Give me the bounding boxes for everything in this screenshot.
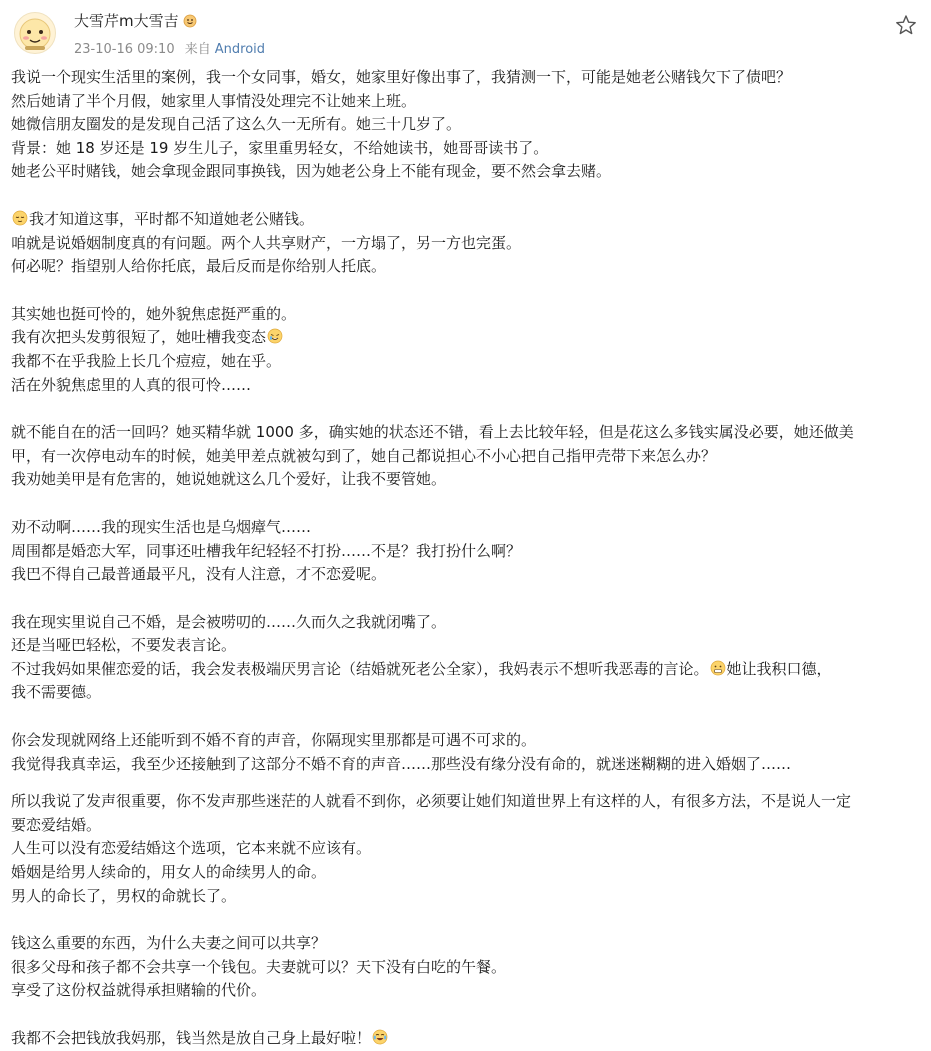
text-line [11, 658, 921, 682]
text-line: 男人的命长了，男权的命就长了。 [11, 886, 237, 905]
paragraph [11, 1027, 921, 1051]
paragraph [11, 303, 921, 397]
cartoon-face-avatar-icon [15, 13, 55, 53]
paragraph [11, 611, 921, 705]
post-meta [74, 38, 265, 57]
text-line: 背景：她 18 岁还是 19 岁生儿子，家里重男轻女，不给她读书，她哥哥读书了。 [11, 138, 549, 157]
paragraph [11, 66, 921, 184]
text-line: 很多父母和孩子都不会共享一个钱包。夫妻就可以？天下没有白吃的午餐。 [11, 957, 507, 976]
text-line: 然后她请了半个月假，她家里人事情没处理完不让她来上班。 [11, 91, 417, 110]
paragraph [11, 208, 921, 279]
text-line: 我都不在乎我脸上长几个痘痘，她在乎。 [11, 351, 282, 370]
text-line: 她老公平时赌钱，她会拿现金跟同事换钱，因为她老公身上不能有现金，要不然会拿去赌。 [11, 162, 612, 181]
text-line [11, 208, 921, 232]
text-line: 咱就是说婚姻制度真的有问题。两个人共享财产，一方塌了，另一方也完蛋。 [11, 233, 522, 252]
text-line: 甲，有一次停电动车的时候，她美甲差点就被勾到了，她自己都说担心不小心把自己指甲壳带下来怎么办？ [11, 446, 717, 465]
text-line: 我不需要德。 [11, 683, 102, 702]
text-line: 就不能自在的活一回吗？她买精华就 1000 多，确实她的状态还不错，看上去比较年轻，但是花这么多钱实属没必要，她还做美 [11, 423, 854, 442]
text-line: 其实她也挺可怜的，她外貌焦虑挺严重的。 [11, 304, 297, 323]
source-prefix: 来自 [184, 42, 211, 57]
text-span: 我都不会把钱放我妈那，钱当然是放自己身上最好啦！ [11, 1029, 372, 1047]
text-line: 劝不动啊……我的现实生活也是乌烟瘴气…… [11, 517, 312, 536]
sleepy-face-emoji-icon [12, 210, 28, 226]
crying-face-emoji-icon [267, 328, 283, 344]
post-header [0, 0, 931, 66]
grimace-face-emoji-icon [710, 660, 726, 676]
author-name[interactable]: 大雪芹m大雪吉 [74, 12, 179, 30]
text-line: 人生可以没有恋爱结婚这个选项，它本来就不应该有。 [11, 839, 372, 858]
text-line: 还是当哑巴轻松，不要发表言论。 [11, 636, 237, 655]
text-line [11, 326, 921, 350]
laughing-tears-emoji-icon [372, 1029, 388, 1045]
text-line: 钱这么重要的东西，为什么夫妻之间可以共享？ [11, 934, 327, 953]
text-line [11, 1027, 921, 1051]
text-line: 活在外貌焦虑里的人真的很可怜…… [11, 375, 252, 394]
text-span: 我才知道这事，平时都不知道她老公赌钱。 [29, 209, 315, 228]
text-span: 不过我妈如果催恋爱的话，我会发表极端厌男言论（结婚就死老公全家），我妈表示不想听我恶毒的言论。 [11, 659, 709, 678]
text-line: 享受了这份权益就得承担赌输的代价。 [11, 981, 267, 1000]
smiley-badge-icon [183, 14, 197, 28]
text-span: 我有次把头发剪很短了，她吐槽我变态 [11, 328, 267, 347]
post-body [11, 66, 921, 1051]
paragraph [11, 932, 921, 1003]
post-timestamp: 23-10-16 09:10 [74, 42, 175, 57]
user-avatar[interactable] [14, 12, 56, 54]
paragraph [11, 516, 921, 587]
text-line: 她微信朋友圈发的是发现自己活了这么久一无所有。她三十几岁了。 [11, 115, 462, 134]
paragraph [11, 421, 921, 492]
text-line: 要恋爱结婚。 [11, 815, 102, 834]
paragraph [11, 790, 921, 908]
text-line: 我说一个现实生活里的案例，我一个女同事，婚女，她家里好像出事了，我猜测一下，可能是她老公赌钱欠下了债吧？ [11, 68, 792, 86]
text-span: 她让我积口德， [726, 659, 832, 678]
text-line: 我觉得我真幸运，我至少还接触到了这部分不婚不育的声音……那些没有缘分没有命的，就迷迷糊糊的进入婚姻了…… [11, 754, 792, 773]
text-line: 周围都是婚恋大军，同事还吐槽我年纪轻轻不打扮……不是？我打扮什么啊？ [11, 541, 522, 560]
text-line: 我劝她美甲是有危害的，她说她就这么几个爱好，让我不要管她。 [11, 470, 447, 489]
paragraph [11, 729, 921, 776]
text-line: 所以我说了发声很重要，你不发声那些迷茫的人就看不到你，必须要让她们知道世界上有这样的人，有很多方法，不是说人一定 [11, 792, 852, 811]
star-icon[interactable] [895, 14, 917, 36]
text-line: 婚姻是给男人续命的，用女人的命续男人的命。 [11, 863, 327, 882]
text-line: 何必呢？指望别人给你托底，最后反而是你给别人托底。 [11, 257, 387, 276]
post-source[interactable]: Android [214, 42, 266, 57]
author-name-row[interactable] [74, 10, 197, 31]
text-line: 我在现实里说自己不婚，是会被唠叨的……久而久之我就闭嘴了。 [11, 612, 447, 631]
text-line: 你会发现就网络上还能听到不婚不育的声音，你隔现实里那都是可遇不可求的。 [11, 731, 537, 750]
text-line: 我巴不得自己最普通最平凡，没有人注意，才不恋爱呢。 [11, 565, 387, 584]
